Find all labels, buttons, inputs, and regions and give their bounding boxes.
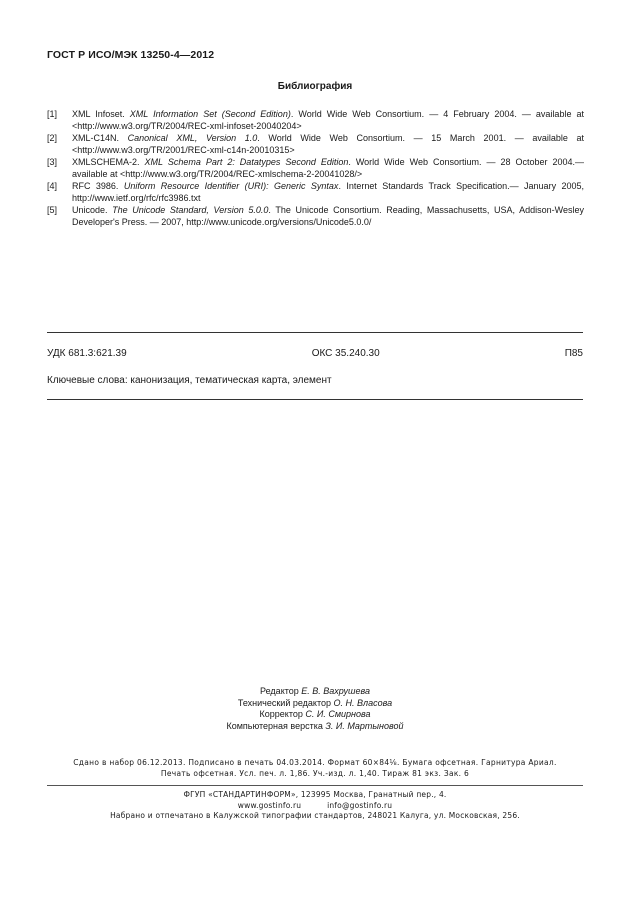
- credits-block: [0, 686, 630, 732]
- bibliography-item-text: [72, 108, 584, 132]
- bibliography-item-details: . World Wide Web Consortium. — 15 March 2001. — available at <http://www.w3.org/TR/2001/REC-xml-c14n-20010315>: [72, 133, 585, 155]
- bibliography-item-title: Uniform Resource Identifier (URI): Generic Syntax: [123, 181, 339, 191]
- bibliography-item-text: [72, 204, 584, 228]
- bibliography-item: [47, 204, 587, 228]
- bibliography-item-details: . World Wide Web Consortium. — 4 February 2004. — available at <http://www.w3.org/TR/2004/REC-xml-infoset-20040204>: [72, 109, 584, 131]
- print-info-block: [47, 757, 583, 779]
- publisher-block: [47, 790, 583, 822]
- bibliography-item-number: [5]: [47, 205, 58, 215]
- credit-name: З. И. Мартыновой: [325, 720, 404, 731]
- bibliography-title: Библиография: [277, 81, 353, 92]
- standard-header: ГОСТ Р ИСО/МЭК 13250-4—2012: [47, 49, 215, 61]
- bibliography-item-prefix: RFC 3986.: [72, 181, 124, 191]
- credit-tech-editor: [0, 698, 630, 710]
- bibliography-item-details: . Internet Standards Track Specification.— January 2005, http://www.ietf.org/rfc/rfc3986.txt: [72, 181, 584, 203]
- bibliography-item-number: [4]: [47, 181, 58, 191]
- keywords-line: Ключевые слова: канонизация, тематическая карта, элемент: [47, 375, 332, 386]
- classification-row: [47, 348, 583, 359]
- print-info-line: Печать офсетная. Усл. печ. л. 1,86. Уч.-изд. л. 1,40. Тираж 81 экз. Зак. 6: [160, 769, 470, 778]
- publisher-web: www.gostinfo.ru info@gostinfo.ru: [237, 800, 393, 810]
- printer-info: Набрано и отпечатано в Калужской типографии стандартов, 248021 Калуга, ул. Московская, 256.: [110, 811, 520, 820]
- bibliography-item-title: Canonical XML, Version 1.0: [127, 133, 258, 143]
- credit-role: Редактор: [260, 686, 302, 696]
- publisher-address: ФГУП «СТАНДАРТИНФОРМ», 123995 Москва, Гранатный пер., 4.: [183, 790, 447, 799]
- divider-bottom: [47, 399, 583, 400]
- credit-name: С. И. Смирнова: [305, 709, 371, 719]
- bibliography-item-number: [1]: [47, 109, 58, 119]
- print-info-line: Сдано в набор 06.12.2013. Подписано в печать 04.03.2014. Формат 60×84⅛. Бумага офсетная. Гарнитура Ариал.: [73, 758, 557, 767]
- credit-editor: [0, 686, 630, 698]
- divider-publisher: [47, 785, 583, 786]
- divider-top: [47, 332, 583, 333]
- credit-proofreader: [0, 709, 630, 721]
- bibliography-item-title: XML Schema Part 2: Datatypes Second Edition: [144, 157, 349, 167]
- bibliography-item-number: [3]: [47, 157, 58, 167]
- bibliography-item: [47, 180, 587, 204]
- bibliography-item-text: [72, 132, 584, 156]
- bibliography-item-number: [2]: [47, 133, 58, 143]
- bibliography-item-text: [72, 156, 584, 180]
- credit-layout: [0, 721, 630, 733]
- bibliography-item: [47, 132, 587, 156]
- bibliography-item-prefix: XML-C14N.: [72, 133, 128, 143]
- bibliography-item-title: The Unicode Standard, Version 5.0.0: [112, 205, 269, 215]
- bibliography-item: [47, 156, 587, 180]
- category-code: П85: [564, 348, 583, 359]
- bibliography-item-prefix: XML Infoset.: [72, 109, 130, 119]
- bibliography-item-prefix: Unicode.: [72, 205, 113, 215]
- oks-code: ОКС 35.240.30: [311, 348, 380, 359]
- bibliography-item-text: [72, 180, 584, 204]
- bibliography-list: [47, 108, 587, 228]
- udk-code: УДК 681.3:621.39: [47, 348, 127, 359]
- bibliography-item-details: . World Wide Web Consortium. — 28 October 2004.— available at <http://www.w3.org/TR/2004/REC-xmlschema-2-20041028/>: [72, 157, 584, 179]
- credit-role: Компьютерная верстка: [226, 720, 326, 731]
- bibliography-item: [47, 108, 587, 132]
- credit-name: О. Н. Власова: [333, 697, 393, 708]
- credit-role: Корректор: [259, 709, 306, 719]
- bibliography-item-prefix: XMLSCHEMA-2.: [72, 157, 145, 167]
- bibliography-item-title: XML Information Set (Second Edition): [129, 109, 291, 119]
- credit-role: Технический редактор: [237, 697, 334, 708]
- credit-name: Е. В. Вахрушева: [301, 686, 370, 696]
- bibliography-item-details: . The Unicode Consortium. Reading, Massachusetts, USA, Addison-Wesley Developer's Press. — 2007, http://www.unicode.org/versions/Unicode5.0.0/: [72, 205, 584, 227]
